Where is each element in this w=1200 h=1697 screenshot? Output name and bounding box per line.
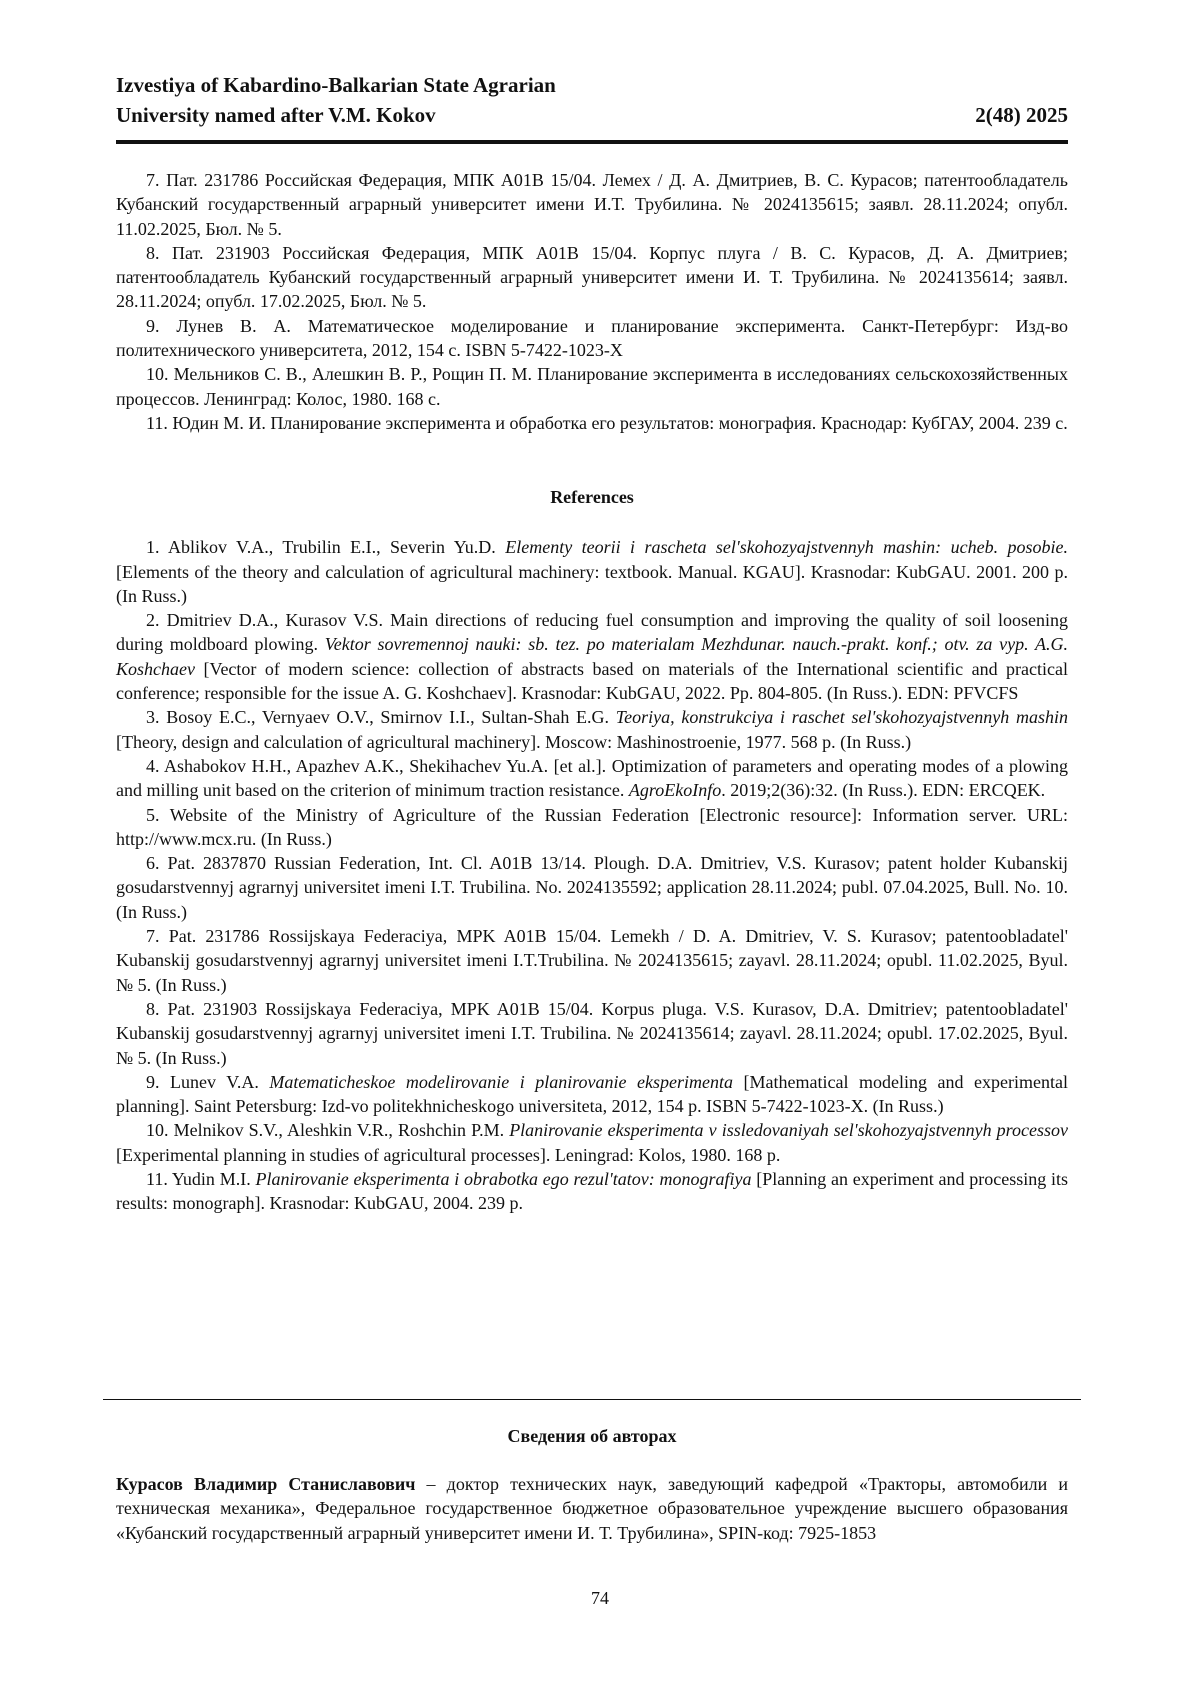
reference-entry bbox=[116, 997, 1068, 1070]
ref-details: [Experimental planning in studies of agricultural processes]. Leningrad: Kolos, 1980. 168 p. bbox=[116, 1145, 780, 1165]
ref-italic-title: Vektor sovremennoj nauki: sb. tez. po materialam Mezhdunar. nauch.-prakt. konf.; otv. za vyp. A.G. Koshchaev bbox=[116, 634, 1068, 678]
ref-italic-title: Planirovanie eksperimenta i obrabotka ego rezul'tatov: monografiya bbox=[255, 1169, 751, 1189]
reference-entry bbox=[116, 924, 1068, 997]
ref-italic-title: Planirovanie eksperimenta v issledovaniyah sel'skohozyajstvennyh processov bbox=[509, 1120, 1068, 1140]
author-name: Курасов Владимир Станиславович bbox=[116, 1474, 415, 1494]
ref-authors: 8. Pat. 231903 Rossijskaya Federaciya, MPK A01B 15/04. Korpus pluga. V.S. Kurasov, D.A. Dmitriev; patentoobladatel' Kubanskij gosudarstvennyj agrarnyj universitet imeni I.T. Trubilina. № 2024135614; zayavl. 28.11.2024; opubl. 17.02.2025, Byul. № 5. (In Russ.) bbox=[116, 999, 1068, 1068]
journal-title-line1: Izvestiya of Kabardino-Balkarian State Agrarian bbox=[116, 70, 1068, 100]
reference-entry bbox=[116, 1167, 1068, 1216]
reference-entry bbox=[116, 851, 1068, 924]
references-heading: References bbox=[116, 485, 1068, 509]
ref-authors: 2. Dmitriev D.A., Kurasov V.S. Main directions of reducing fuel consumption and improving the quality of soil loosening during moldboard plowing. bbox=[116, 610, 1068, 654]
reference-entry: 11. Юдин М. И. Планирование эксперимента и обработка его результатов: монография. Краснодар: КубГАУ, 2004. 239 с. bbox=[116, 411, 1068, 435]
author-info bbox=[116, 1472, 1068, 1545]
issue-number: 2(48) 2025 bbox=[975, 100, 1068, 130]
ref-authors: 5. Website of the Ministry of Agriculture of the Russian Federation [Electronic resource]: Information server. URL: http://www.mcx.ru. (In Russ.) bbox=[116, 805, 1068, 849]
reference-entry bbox=[116, 705, 1068, 754]
section-divider bbox=[103, 1399, 1081, 1400]
ref-authors: 1. Ablikov V.A., Trubilin E.I., Severin Yu.D. bbox=[146, 537, 505, 557]
reference-entry: 7. Пат. 231786 Российская Федерация, МПК А01В 15/04. Лемех / Д. А. Дмитриев, В. С. Курасов; патентообладатель Кубанский государственный аграрный университет имени И.Т. Трубилина. № 2024135615; заявл. 28.11.2024; опубл. 11.02.2025, Бюл. № 5. bbox=[116, 168, 1068, 241]
author-description: – доктор технических наук, заведующий кафедрой «Тракторы, автомобили и техническая механика», Федеральное государственное бюджетное образовательное учреждение высшего образования «Кубанский государственный аграрный университет имени И. Т. Трубилина», SPIN-код: 7925-1853 bbox=[116, 1474, 1068, 1543]
reference-entry bbox=[116, 1070, 1068, 1119]
ref-authors: 3. Bosoy E.C., Vernyaev O.V., Smirnov I.I., Sultan-Shah E.G. bbox=[146, 707, 616, 727]
russian-reference-list bbox=[116, 168, 1068, 435]
ref-italic-title: AgroEkoInfo bbox=[629, 780, 721, 800]
ref-italic-title: Elementy teorii i rascheta sel'skohozyajstvennyh mashin: ucheb. posobie. bbox=[505, 537, 1068, 557]
authors-heading: Сведения об авторах bbox=[116, 1424, 1068, 1448]
ref-authors: 9. Lunev V.A. bbox=[146, 1072, 269, 1092]
running-header bbox=[116, 70, 1068, 130]
reference-entry bbox=[116, 535, 1068, 608]
ref-details: [Mathematical modeling and experimental planning]. Saint Petersburg: Izd-vo politekhnicheskogo universiteta, 2012, 154 p. ISBN 5-7422-1023-X. (In Russ.) bbox=[116, 1072, 1068, 1116]
reference-entry: 9. Лунев В. А. Математическое моделирование и планирование эксперимента. Санкт-Петербург: Изд-во политехнического университета, 2012, 154 с. ISBN 5-7422-1023-X bbox=[116, 314, 1068, 363]
main-content bbox=[116, 168, 1068, 1216]
reference-entry bbox=[116, 608, 1068, 705]
reference-entry bbox=[116, 803, 1068, 852]
ref-italic-title: Matematicheskoe modelirovanie i planirovanie eksperimenta bbox=[269, 1072, 733, 1092]
ref-details: [Theory, design and calculation of agricultural machinery]. Moscow: Mashinostroenie, 1977. 568 p. (In Russ.) bbox=[116, 732, 911, 752]
reference-entry: 8. Пат. 231903 Российская Федерация, МПК А01В 15/04. Корпус плуга / В. С. Курасов, Д. А. Дмитриев; патентообладатель Кубанский государственный аграрный университет имени И. Т. Трубилина. № 2024135614; заявл. 28.11.2024; опубл. 17.02.2025, Бюл. № 5. bbox=[116, 241, 1068, 314]
ref-details: [Elements of the theory and calculation of agricultural machinery: textbook. Manual. KGAU]. Krasnodar: KubGAU. 2001. 200 p. (In Russ.) bbox=[116, 562, 1068, 606]
ref-details: [Planning an experiment and processing its results: monograph]. Krasnodar: KubGAU, 2004. 239 p. bbox=[116, 1169, 1068, 1213]
ref-authors: 4. Ashabokov H.H., Apazhev A.K., Shekihachev Yu.A. [et al.]. Optimization of parameters and operating modes of a plowing and milling unit based on the criterion of minimum traction resistance. bbox=[116, 756, 1068, 800]
authors-section bbox=[116, 1424, 1068, 1545]
reference-entry bbox=[116, 1118, 1068, 1167]
page-number: 74 bbox=[0, 1588, 1200, 1609]
english-reference-list bbox=[116, 535, 1068, 1215]
ref-details: . 2019;2(36):32. (In Russ.). EDN: ERCQEK. bbox=[721, 780, 1045, 800]
ref-authors: 11. Yudin M.I. bbox=[146, 1169, 255, 1189]
header-rule bbox=[116, 140, 1068, 144]
ref-authors: 6. Pat. 2837870 Russian Federation, Int. Cl. A01B 13/14. Plough. D.A. Dmitriev, V.S. Kurasov; patent holder Kubanskij gosudarstvennyj agrarnyj universitet imeni I.T. Trubilina. No. 2024135592; application 28.11.2024; publ. 07.04.2025, Bull. No. 10. (In Russ.) bbox=[116, 853, 1068, 922]
reference-entry bbox=[116, 754, 1068, 803]
reference-entry: 10. Мельников С. В., Алешкин В. Р., Рощин П. М. Планирование эксперимента в исследованиях сельскохозяйственных процессов. Ленинград: Колос, 1980. 168 с. bbox=[116, 362, 1068, 411]
journal-title-line2: University named after V.M. Kokov bbox=[116, 100, 436, 130]
journal-title-line2-row bbox=[116, 100, 1068, 130]
ref-authors: 10. Melnikov S.V., Aleshkin V.R., Roshchin P.M. bbox=[146, 1120, 509, 1140]
ref-authors: 7. Pat. 231786 Rossijskaya Federaciya, MPK A01B 15/04. Lemekh / D. A. Dmitriev, V. S. Kurasov; patentoobladatel' Kubanskij gosudarstvennyj agrarnyj universitet imeni I.T.Trubilina. № 2024135615; zayavl. 28.11.2024; opubl. 11.02.2025, Byul. № 5. (In Russ.) bbox=[116, 926, 1068, 995]
ref-italic-title: Teoriya, konstrukciya i raschet sel'skohozyajstvennyh mashin bbox=[616, 707, 1068, 727]
ref-details: [Vector of modern science: collection of abstracts based on materials of the International scientific and practical conference; responsible for the issue A. G. Koshchaev]. Krasnodar: KubGAU, 2022. Pp. 804-805. (In Russ.). EDN: PFVCFS bbox=[116, 659, 1068, 703]
